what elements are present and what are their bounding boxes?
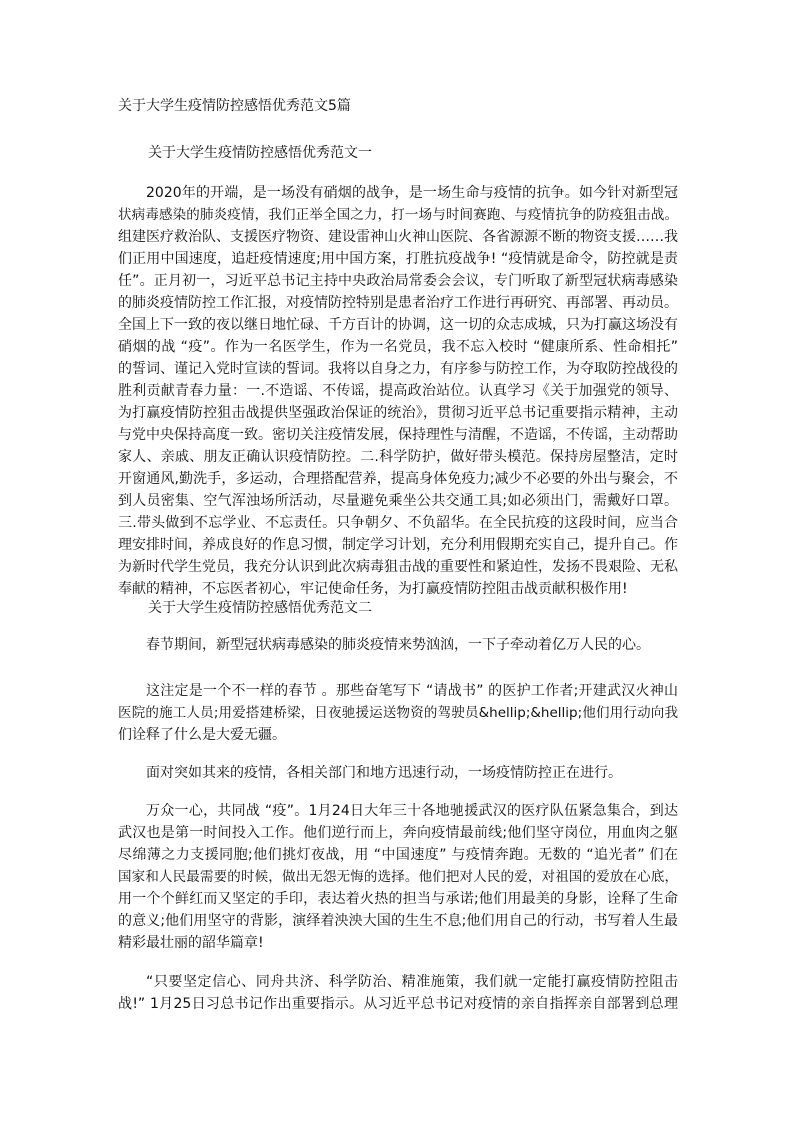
paragraph-line: 胜利贡献青春力量：一.不造谣、不传谣，提高政治站位。认真学习《关于加强党的领导、 <box>118 383 678 399</box>
paragraph-line: 国家和人民最需要的时候，做出无怨无悔的选择。他们把对人民的爱，对祖国的爱放在心底， <box>118 869 678 885</box>
paragraph-line: 三.带头做到不忘学业、不忘责任。只争朝夕、不负韶华。在全民抗疫的这段时间，应当合 <box>118 515 678 531</box>
paragraph-line: 面对突如其来的疫情，各相关部门和地方迅速行动，一场疫情防控正在进行。 <box>146 765 622 781</box>
paragraph-line: 的誓词、谨记入党时宣读的誓词。我将以自身之力，有序参与防控工作，为夺取防控战役的 <box>118 361 678 377</box>
section2-paragraph-4 <box>118 800 678 954</box>
paragraph-line: 家人、亲戚、朋友正确认识疫情防控。二.科学防护，做好带头模范。保持房屋整洁，定时 <box>118 449 678 465</box>
paragraph-line: 的肺炎疫情防控工作汇报，对疫情防控特别是患者治疗工作进行再研究、再部署、再动员。 <box>118 295 678 311</box>
paragraph-line: 任”。正月初一，习近平总书记主持中央政治局常委会会议，专门听取了新型冠状病毒感染 <box>118 273 678 289</box>
paragraph-line: 组建医疗救治队、支援医疗物资、建设雷神山火神山医院、各省源源不断的物资支援……我 <box>118 229 678 245</box>
section2-paragraph-3 <box>118 762 678 784</box>
paragraph-line: 全国上下一致的夜以继日地忙碌、千方百计的协调，这一切的众志成城，只为打赢这场没有 <box>118 317 678 333</box>
paragraph-line: 理安排时间，养成良好的作息习惯，制定学习计划，充分利用假期充实自己，提升自己。作 <box>118 537 678 553</box>
section1-paragraph <box>118 182 678 600</box>
paragraph-line: 尽绵薄之力支援同胞;他们挑灯夜战，用 “中国速度” 与疫情奔跑。无数的 “追光者” 们在 <box>118 847 678 863</box>
paragraph-line: 战!” 1月25日习总书记作出重要指示。从习近平总书记对疫情的亲自指挥亲自部署到总理 <box>118 996 678 1012</box>
paragraph-line: 与党中央保持高度一致。密切关注疫情发展，保持理性与清醒，不造谣，不传谣，主动帮助 <box>118 427 678 443</box>
document-title: 关于大学生疫情防控感悟优秀范文5篇 <box>118 98 351 114</box>
section2-paragraph-5 <box>118 971 678 1015</box>
section-heading-1: 关于大学生疫情防控感悟优秀范文一 <box>148 145 372 161</box>
paragraph-line: 精彩最壮丽的韶华篇章! <box>118 935 264 951</box>
paragraph-line: 们诠释了什么是大爱无疆。 <box>118 727 286 743</box>
paragraph-line: 这注定是一个不一样的春节 。那些奋笔写下 “请战书” 的医护工作者;开建武汉火神山 <box>146 683 678 699</box>
paragraph-line: 为新时代学生党员，我充分认识到此次病毒狙击战的重要性和紧迫性，发扬不畏艰险、无私 <box>118 559 678 575</box>
section2-paragraph-2 <box>118 680 678 746</box>
paragraph-line: “只要坚定信心、同舟共济、科学防治、精准施策，我们就一定能打赢疫情防控阻击 <box>146 974 678 990</box>
section-heading-2: 关于大学生疫情防控感悟优秀范文二 <box>148 600 372 616</box>
paragraph-line: 奉献的精神，不忘医者初心，牢记使命任务，为打赢疫情防控阻击战贡献积极作用! <box>118 581 628 597</box>
paragraph-line: 们正用中国速度，追赶疫情速度;用中国方案，打胜抗疫战争! “疫情就是命令，防控就是责 <box>118 251 678 267</box>
paragraph-line: 用一个个鲜红而又坚定的手印，表达着火热的担当与承诺;他们用最美的身影，诠释了生命 <box>118 891 678 907</box>
paragraph-line: 到人员密集、空气浑浊场所活动，尽量避免乘坐公共交通工具;如必须出门，需戴好口罩。 <box>118 493 678 509</box>
paragraph-line: 万众一心，共同战 “疫”。1月24日大年三十各地驰援武汉的医疗队伍紧急集合，到达 <box>146 803 678 819</box>
section2-paragraph-1 <box>118 634 678 656</box>
paragraph-line: 开窗通风,勤洗手，多运动，合理搭配营养，提高身体免疫力;减少不必要的外出与聚会，不 <box>118 471 678 487</box>
paragraph-line: 2020年的开端，是一场没有硝烟的战争，是一场生命与疫情的抗争。如今针对新型冠 <box>146 185 678 201</box>
paragraph-line: 春节期间，新型冠状病毒感染的肺炎疫情来势汹汹，一下子牵动着亿万人民的心。 <box>146 637 650 653</box>
paragraph-line: 状病毒感染的肺炎疫情，我们正举全国之力，打一场与时间赛跑、与疫情抗争的防疫狙击战。 <box>118 207 678 223</box>
paragraph-line: 的意义;他们用坚守的背影，演绎着泱泱大国的生生不息;他们用自己的行动，书写着人生最 <box>118 913 678 929</box>
paragraph-line: 为打赢疫情防控狙击战提供坚强政治保证的统治》，贯彻习近平总书记重要指示精神，主动 <box>118 405 678 421</box>
paragraph-line: 硝烟的战 “疫”。作为一名医学生，作为一名党员，我不忘入校时 “健康所系、性命相托” <box>118 339 678 355</box>
paragraph-line: 武汉也是第一时间投入工作。他们逆行而上，奔向疫情最前线;他们坚守岗位，用血肉之躯 <box>118 825 678 841</box>
paragraph-line: 医院的施工人员;用爱搭建桥梁，日夜驰援运送物资的驾驶员&hellip;&hellip;他们用行动向我 <box>118 705 678 721</box>
